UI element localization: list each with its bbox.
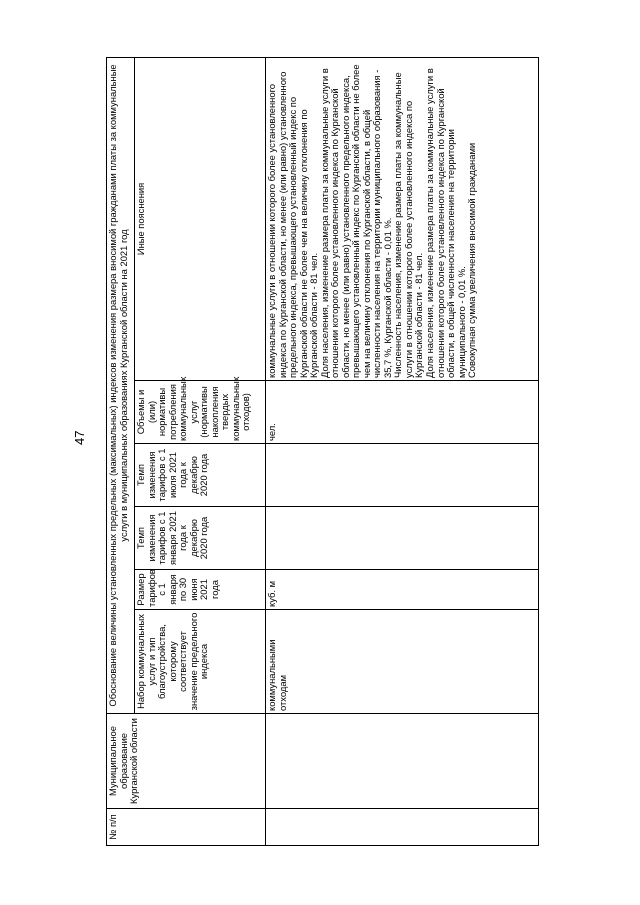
header-no: № п/п — [107, 809, 266, 846]
cell-no — [266, 809, 539, 846]
cell-services-set: коммунальными отходам — [266, 610, 539, 714]
header-volumes: Объемы и (или) нормативы потребления коммунальных услуг (нормативы накопления твердых коммунальных отходов) — [135, 381, 266, 444]
cell-other-notes: коммунальные услуги в отношении которого более установленного индекса по Курганской области, но менее (или равно) установленного предельного индекса, превышающего установленный индекс по Курганской области не более чем на величину отклонения по Курганской области - 81 чел. Доля населения, изменение размера платы за коммунальные услуги в отношении которого более установленного индекса по Курганской области, но менее (или равно) установленного предельного индекса, превышающего установленный индекс по Курганской области не более чем на величину отклонения по Курганской области, в общей численности населения на территории муниципального образования - 35,7 %, Курганской области - 0,01 %. Численность населения, изменение размера платы за коммунальные услуги в отношении которого более установленного индекса по Курганской области - 81 чел. Доля населения, изменение размера платы за коммунальные услуги в отношении которого более установленного индекса по Курганской области, в общей численности населения на территории муниципального - 0,01 %. Совокупная сумма увеличения вносимой гражданами — [266, 57, 539, 380]
table-header-row-1 — [107, 57, 135, 845]
cell-tariff-rate-2 — [266, 444, 539, 507]
header-tariff-rate-2: Темп изменения тарифов с 1 июля 2021 года к декабрю 2020 года — [135, 444, 266, 507]
header-services-set: Набор коммунальных услуг и тип благоустройства, которому соответствует значение предельного индекса — [135, 610, 266, 714]
page-number: 47 — [72, 430, 87, 445]
header-tariff-size: Размер тарифов с 1 января по 30 июня 2021 года — [135, 570, 266, 610]
cell-tariff-size: куб. м — [266, 570, 539, 610]
header-municipality: Муниципальное образование Курганской области — [107, 714, 266, 809]
tariff-justification-table — [106, 57, 539, 846]
cell-volumes: чел. — [266, 381, 539, 444]
cell-tariff-rate-1 — [266, 507, 539, 570]
header-other-notes: Иные пояснения — [135, 57, 266, 380]
header-justification: Обоснование величины установленных предельных (максимальных) индексов изменения размера вносимой гражданами платы за коммунальные услуги в муниципальных образованиях Курганской области на 2021 год — [107, 57, 135, 713]
rotated-page-content — [106, 58, 606, 846]
table-row — [266, 57, 539, 845]
cell-municipality — [266, 714, 539, 809]
header-tariff-rate-1: Темп изменения тарифов с 1 января 2021 года к декабрю 2020 года — [135, 507, 266, 570]
